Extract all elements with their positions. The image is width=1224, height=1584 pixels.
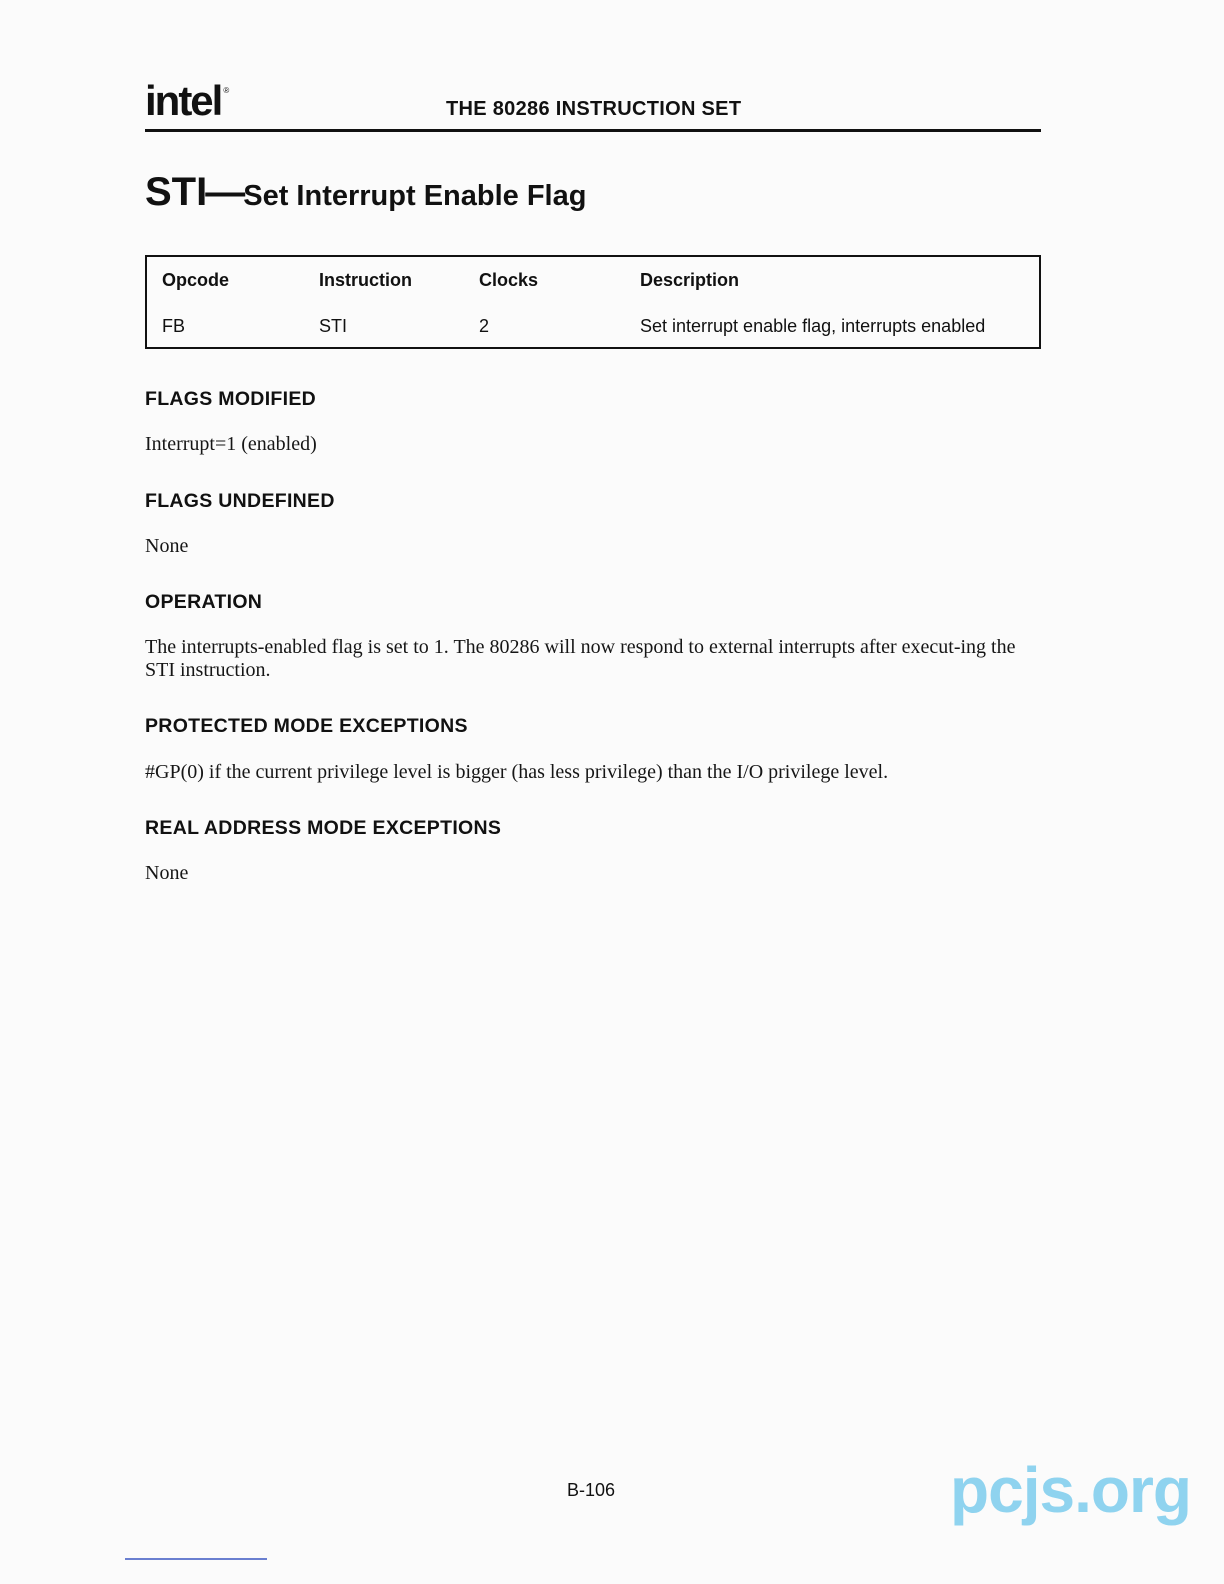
section-text-flags-undefined: None [145, 535, 189, 557]
footer-link-underline [125, 1558, 267, 1560]
logo-text: intel [145, 77, 222, 124]
header-rule [145, 129, 1041, 132]
section-heading-flags-modified: FLAGS MODIFIED [145, 388, 317, 410]
section-text-flags-modified: Interrupt=1 (enabled) [145, 433, 317, 455]
pcjs-watermark-link[interactable]: pcjs.org [950, 1454, 1191, 1526]
header-description: Description [640, 270, 740, 290]
header-opcode: Opcode [162, 270, 230, 290]
cell-opcode: FB [162, 316, 186, 336]
title-subtitle: Set Interrupt Enable Flag [243, 180, 587, 212]
section-heading-operation: OPERATION [145, 591, 263, 613]
intel-logo [145, 77, 230, 124]
header-clocks: Clocks [479, 270, 539, 290]
section-heading-real-address-mode: REAL ADDRESS MODE EXCEPTIONS [145, 817, 502, 839]
section-text-protected-mode: #GP(0) if the current privilege level is bigger (has less privilege) than the I/O privilege level. [145, 761, 889, 783]
registered-mark: ® [223, 86, 230, 95]
running-header-title: THE 80286 INSTRUCTION SET [446, 98, 742, 120]
page-title [145, 172, 586, 212]
cell-clocks: 2 [479, 316, 490, 336]
opcode-table [145, 255, 1041, 349]
section-heading-protected-mode: PROTECTED MODE EXCEPTIONS [145, 715, 468, 737]
section-text-operation: The interrupts-enabled flag is set to 1. The 80286 will now respond to external interrupts after execut-ing the STI instruction. [145, 636, 1016, 681]
title-mnemonic: STI [145, 170, 208, 214]
cell-description: Set interrupt enable flag, interrupts enabled [640, 316, 986, 336]
title-dash: — [205, 170, 246, 214]
cell-instruction: STI [319, 316, 348, 336]
section-heading-flags-undefined: FLAGS UNDEFINED [145, 490, 335, 512]
section-text-real-address-mode: None [145, 862, 189, 884]
header-instruction: Instruction [319, 270, 412, 290]
page-number: B-106 [567, 1480, 616, 1500]
